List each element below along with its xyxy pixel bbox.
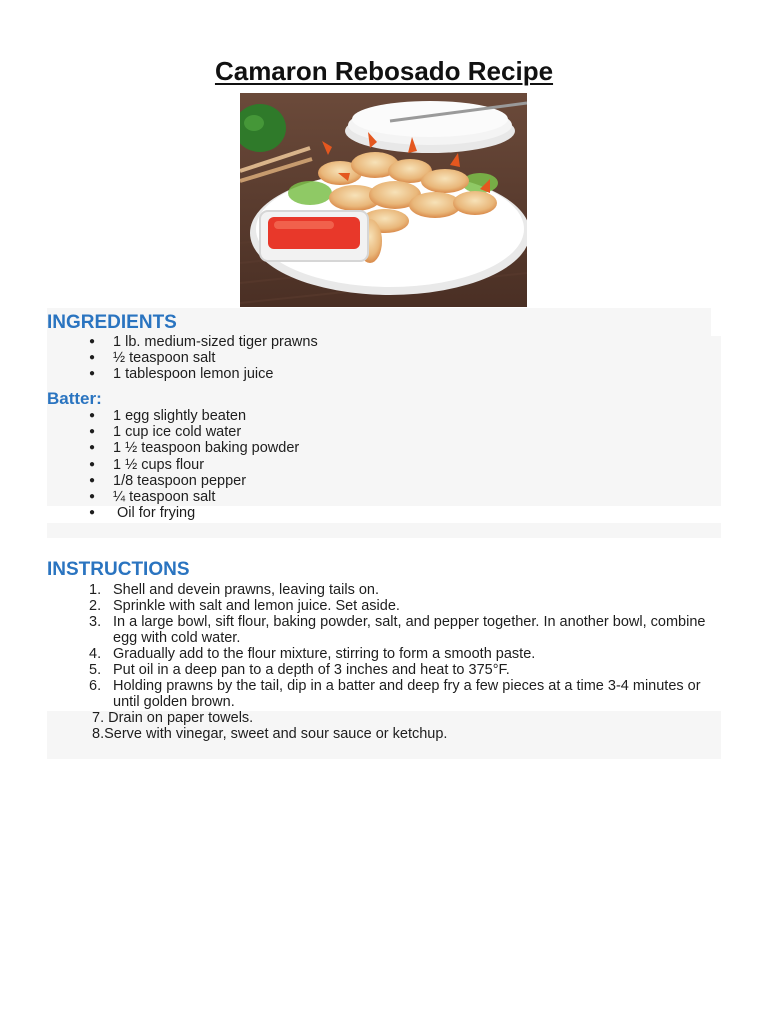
step-text: In a large bowl, sift flour, baking powder, salt, and pepper together. In another bowl, combine egg with cold water. [113,614,706,646]
batter-text: ¼ teaspoon salt [113,488,216,505]
batter-text: 1 ½ cups flour [113,456,205,473]
ingredient-text: 1 tablespoon lemon juice [113,366,274,383]
step-text: Holding prawns by the tail, dip in a batter and deep fry a few pieces at a time 3-4 minutes or until golden brown. [113,678,701,710]
step-number: 6. [89,678,102,694]
bullet-icon: ● [89,458,96,470]
recipe-photo [240,93,527,307]
step-line: 7. Drain on paper towels. [92,710,254,726]
list-item [0,408,299,424]
ingredients-heading: INGREDIENTS [47,312,177,333]
bullet-icon: ● [89,426,96,438]
step-text: Put oil in a deep pan to a depth of 3 inches and heat to 375°F. [113,662,510,678]
batter-list [0,408,299,521]
batter-text: 1/8 teaspoon pepper [113,472,247,489]
list-item [0,366,318,382]
bullet-icon: ● [89,336,96,347]
step-text: Gradually add to the flour mixture, stirring to form a smooth paste. [113,646,536,662]
batter-text: Oil for frying [113,505,196,522]
step-number: 2. [89,598,102,614]
list-item [0,334,318,350]
step-line: 8.Serve with vinegar, sweet and sour sauce or ketchup. [92,726,448,742]
instructions-list [0,582,723,710]
step-text: Shell and devein prawns, leaving tails on. [113,582,379,598]
list-item [0,424,299,440]
batter-text: 1 egg slightly beaten [113,408,247,424]
list-item [0,440,299,456]
shrimp-plate-image [240,93,527,307]
step-number: 5. [89,662,102,678]
list-item [0,350,318,366]
list-item [0,646,723,662]
instructions-heading: INSTRUCTIONS [47,559,190,580]
list-item [0,582,723,598]
ingredients-list [0,334,318,383]
list-item [0,505,299,521]
list-item [0,598,723,614]
list-item [0,678,723,710]
list-item [0,457,299,473]
ingredient-text: ½ teaspoon salt [113,350,216,367]
bullet-icon: ● [89,474,96,486]
step-number: 1. [89,582,102,598]
list-item [0,489,299,505]
bullet-icon: ● [89,352,96,364]
list-item [0,473,299,489]
bullet-icon: ● [89,442,96,454]
batter-text: 1 cup ice cold water [113,424,242,441]
shade-block [47,523,721,538]
list-item [0,614,723,646]
bullet-icon: ● [89,410,96,421]
ingredient-text: 1 lb. medium-sized tiger prawns [113,334,318,350]
bullet-icon: ● [89,368,96,380]
page-title [0,56,768,87]
bullet-icon: ● [89,507,96,519]
list-item [0,662,723,678]
step-number: 3. [89,614,102,630]
batter-heading: Batter: [47,389,102,408]
batter-text: 1 ½ teaspoon baking powder [113,440,300,457]
step-number: 4. [89,646,102,662]
bullet-icon: ● [89,490,96,502]
title-text: Camaron Rebosado Recipe [214,56,554,86]
step-text: Sprinkle with salt and lemon juice. Set aside. [113,598,400,614]
